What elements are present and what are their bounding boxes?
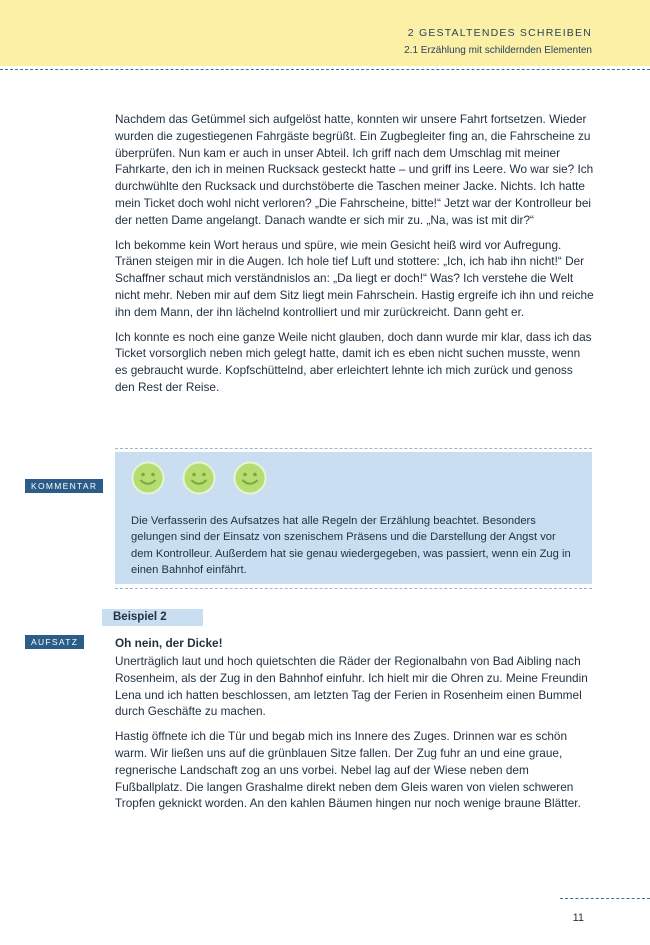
header-divider (0, 69, 650, 70)
section-title: 2.1 Erzählung mit schildernden Elementen (404, 45, 592, 56)
beispiel-label: Beispiel 2 (102, 609, 203, 626)
paragraph: Hastig öffnete ich die Tür und begab mich ins Innere des Zuges. Drinnen war es schön warm. Wir ließen uns auf die grünblauen Sitze fallen. Der Zug fuhr an und eine graue, regnerische Landschaft zog an uns vorbei. Nebel lag auf der Wiese neben dem Fußballplatz. Die langen Grashalme direkt neben dem Gleis waren von vielen schweren Tropfen geknickt worden. An den kahlen Bäumen hingen nur noch wenige braune Blätter. (115, 729, 581, 811)
paragraph: Ich konnte es noch eine ganze Weile nicht glauben, doch dann wurde mir klar, dass ich das Ticket vorsorglich neben mich gelegt hatte, damit ich es eben nicht suchen musste, wenn es gebraucht wurde. Kopfschüttelnd, aber erleichtert lehnte ich mich zurück und genoss den Rest der Reise. (115, 329, 592, 394)
story-continuation (115, 111, 595, 404)
footer-divider (560, 898, 650, 899)
kommentar-tag: KOMMENTAR (25, 479, 103, 493)
paragraph: Nachdem das Getümmel sich aufgelöst hatte, konnten wir unsere Fahrt fortsetzen. Wieder wurden die zugestiegenen Fahrgäste begrüßt. Ein Zugbegleiter fing an, die Fahrscheine zu überprüfen. Nun kam er auch in unser Abteil. Ich griff nach dem Umschlag mit meiner Fahrkarte, den ich in meinen Rucksack gesteckt hatte – und griff ins Leere. Wo war sie? Ich durchwühlte den Rucksack und durchstöberte die Taschen meiner Jacke. Nichts. Ich hatte mein Ticket doch wohl nicht verloren? „Die Fahrscheine, bitte!“ Jetzt war der Kontrolleur bei der netten Dame angelangt. Danach wandte er sich mir zu. „Na, was ist mit dir?“ (115, 112, 594, 227)
comment-text: Die Verfasserin des Aufsatzes hat alle Regeln der Erzählung beachtet. Besonders gelungen sind der Einsatz von szenischem Präsens und die Darstellung der Angst vor dem Kontrolleur. Außerdem hat sie genau wiedergegeben, was passiert, wenn ein Zug in einen Bahnhof einfährt. (131, 515, 571, 576)
smiley-face-icon (131, 461, 165, 495)
page-header (0, 0, 650, 66)
essay-body (115, 653, 595, 820)
comment-top-divider (115, 448, 592, 449)
essay-title: Oh nein, der Dicke! (115, 636, 223, 650)
chapter-title: 2 GESTALTENDES SCHREIBEN (407, 27, 592, 39)
page-number: 11 (572, 912, 584, 924)
smiley-face-icon (182, 461, 216, 495)
smiley-face-icon (233, 461, 267, 495)
paragraph: Unerträglich laut und hoch quietschten die Räder der Regionalbahn von Bad Aibling nach Rosenheim, als der Zug in den Bahnhof einfuhr. Ich hielt mir die Ohren zu. Meine Freundin Lena und ich hatten beschlossen, am letzten Tag der Ferien in Rosenheim einen Bummel durch Geschäfte zu machen. (115, 654, 588, 719)
aufsatz-tag: AUFSATZ (25, 635, 84, 649)
paragraph: Ich bekomme kein Wort heraus und spüre, wie mein Gesicht heiß wird vor Aufregung. Tränen steigen mir in die Augen. Ich hole tief Luft und stottere: „Ich, ich hab ihn nicht!“ Der Schaffner schaut mich verständnislos an: „Da liegt er doch!“ Was? Ich verstehe die Welt nicht mehr. Neben mir auf dem Sitz liegt mein Fahrschein. Hastig ergreife ich ihn und reiche ihn dem Mann, der ihn lächelnd kontrolliert und mir zurückreicht. Dann geht er. (115, 237, 594, 319)
comment-bottom-divider (115, 588, 592, 589)
